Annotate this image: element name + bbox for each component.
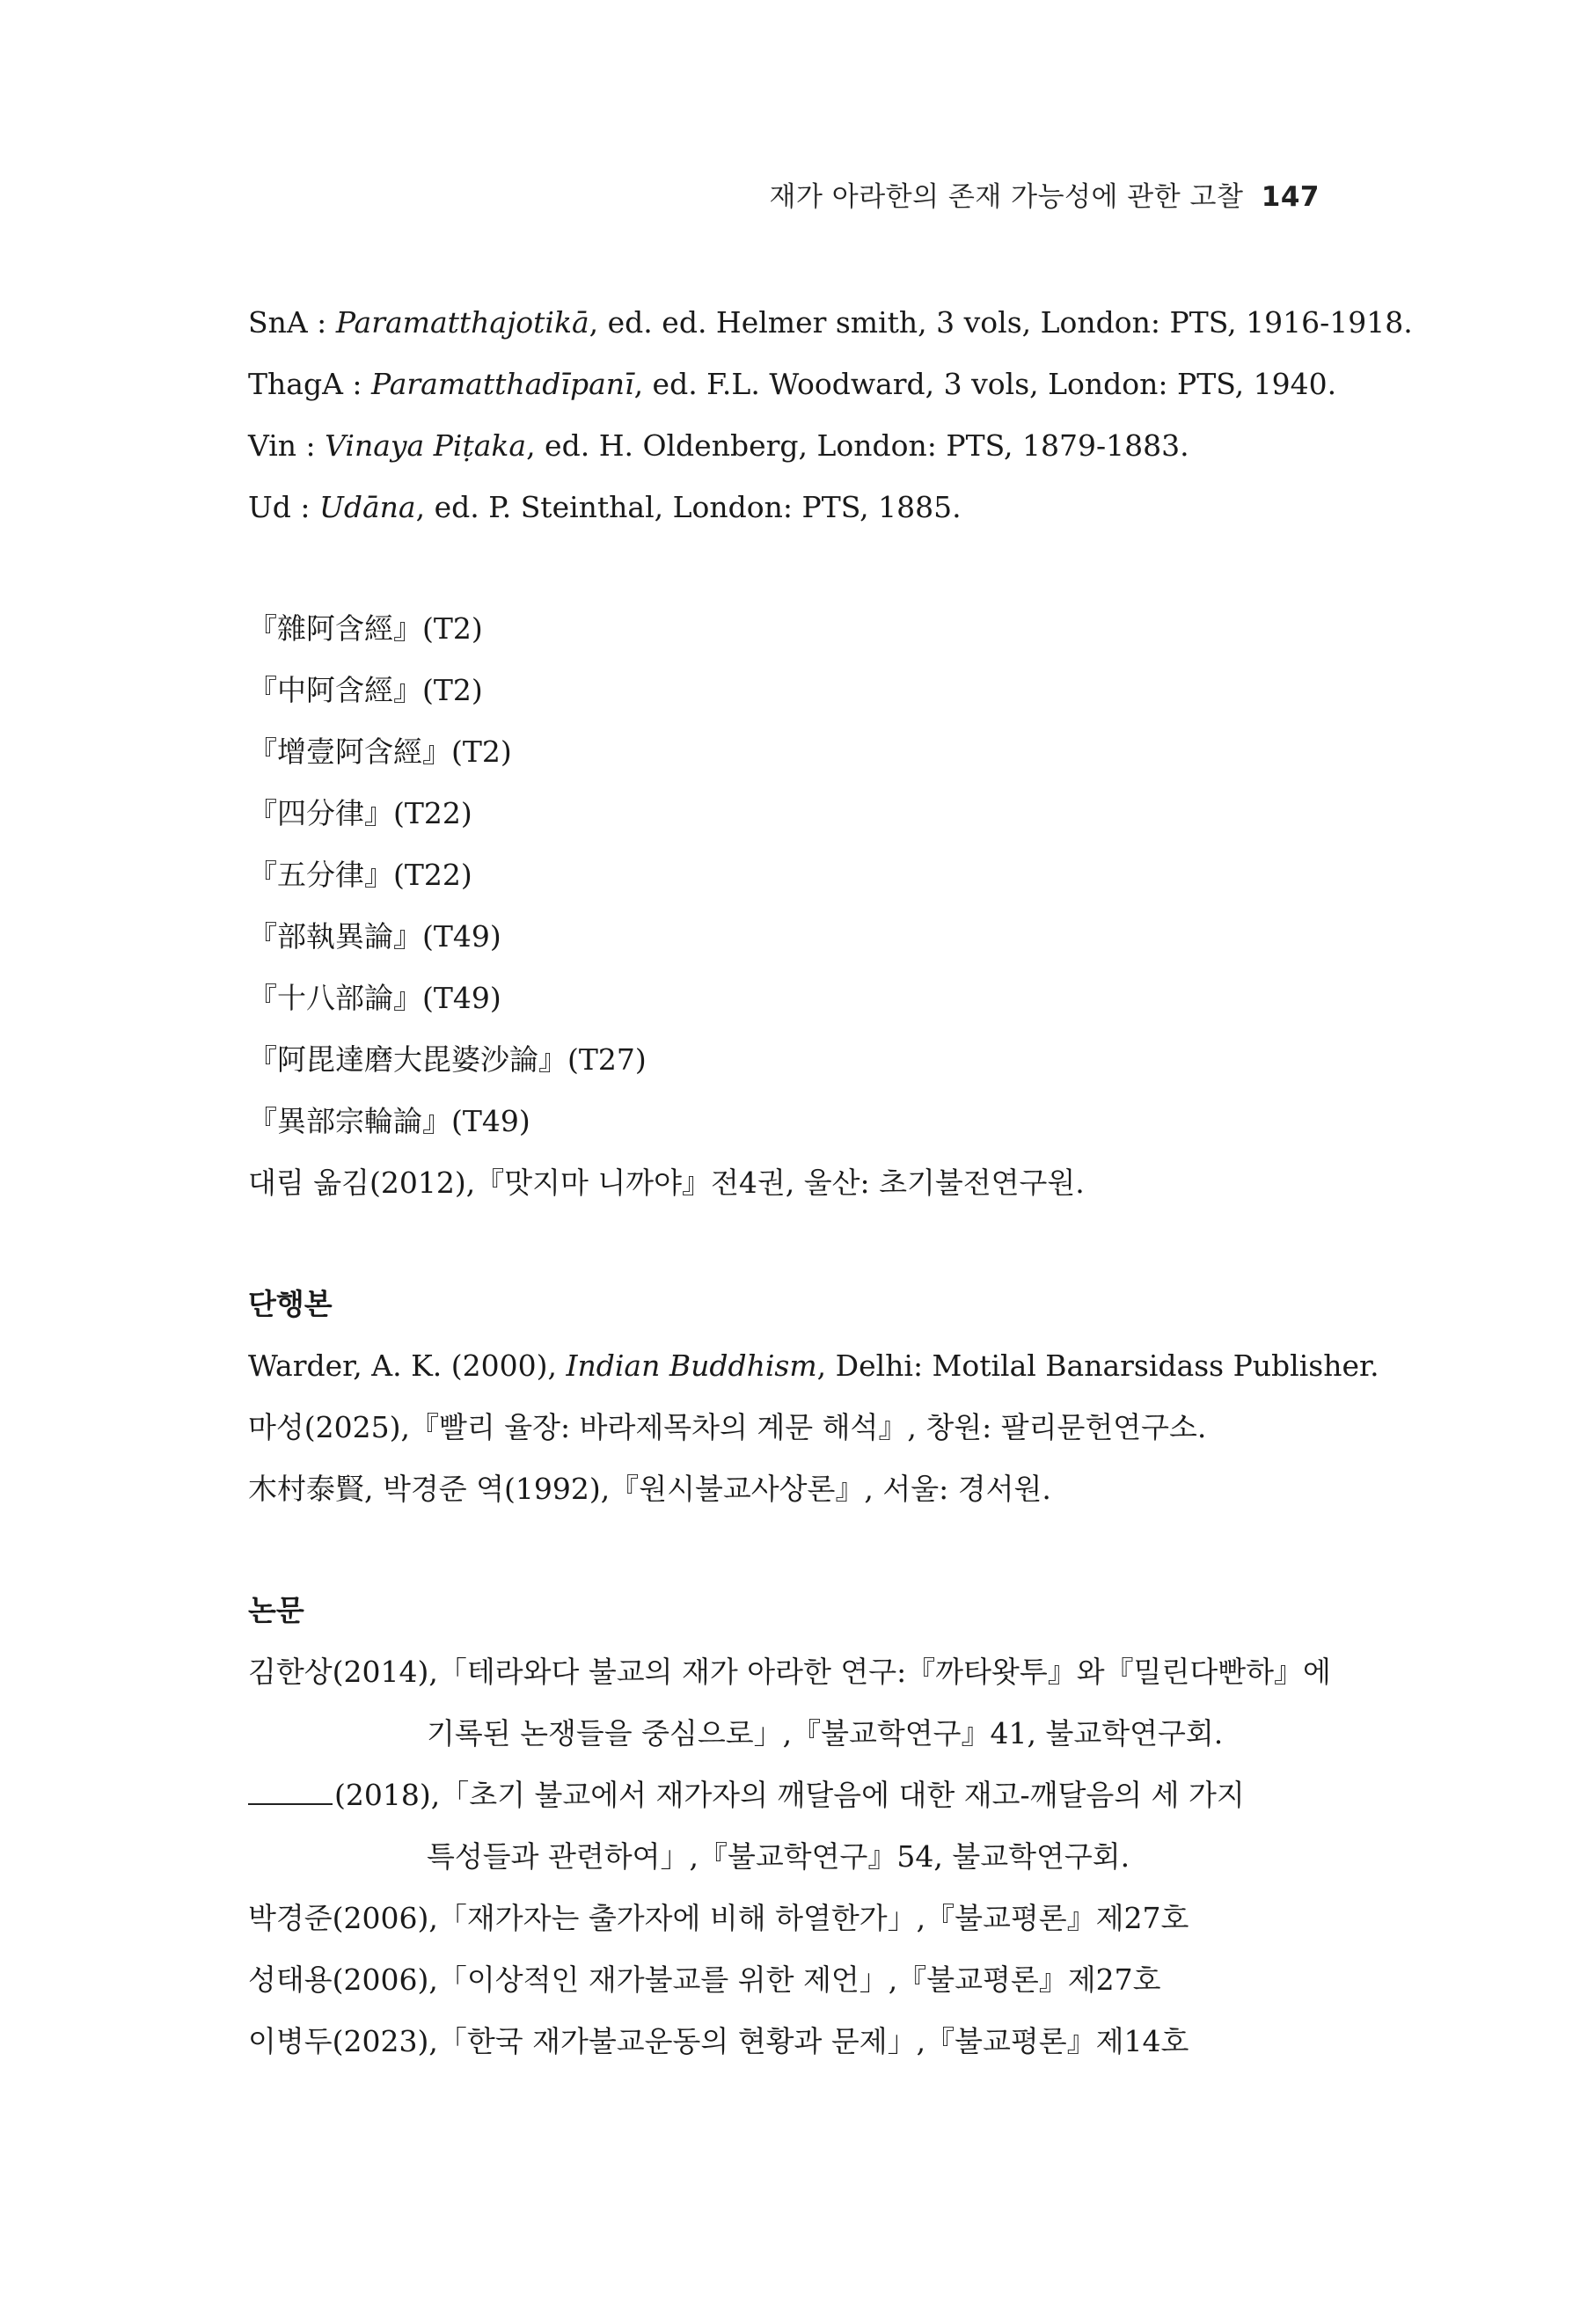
reference-text: (2018),「초기 불교에서 재가자의 깨달음에 대한 재고-깨달음의 세 가지 (334, 1778, 1245, 1812)
chinese-sources (248, 598, 1321, 1214)
reference-entry: 木村泰賢, 박경준 역(1992),『원시불교사상론』, 서울: 경서원. (248, 1472, 1051, 1506)
reference-details: , ed. ed. Helmer smith, 3 vols, London: PTS, 1916-1918. (589, 305, 1413, 340)
reference-entry: 성태용(2006),「이상적인 재가불교를 위한 제언」,『불교평론』제27호 (248, 1962, 1161, 1997)
reference-details: , ed. F.L. Woodward, 3 vols, London: PTS, 1940. (633, 367, 1337, 401)
reference-entry: 『中阿含經』(T2) (248, 673, 483, 707)
reference-entry (248, 292, 1413, 354)
reference-entry: 마성(2025),『빨리 율장: 바라제목차의 계문 해석』, 창원: 팔리문헌연구소. (248, 1410, 1207, 1444)
reference-entry: 『雜阿含經』(T2) (248, 611, 483, 646)
primary-sources (248, 292, 1413, 538)
work-title: Vinaya Piṭaka (325, 428, 527, 463)
reference-entry: 『部執異論』(T49) (248, 919, 501, 954)
reference-entry: 대림 옮김(2012),『맛지마 니까야』전4권, 울산: 초기불전연구원. (248, 1166, 1085, 1200)
section-heading-books: 단행본 (248, 1287, 333, 1321)
page-number: 147 (1261, 181, 1320, 213)
reference-entry (248, 1765, 1321, 1826)
abbreviation: ThagA : (248, 367, 362, 401)
reference-entry (248, 477, 1321, 538)
repeated-author-rule (248, 1779, 333, 1805)
work-title: Udāna (319, 490, 416, 524)
reference-details: , ed. H. Oldenberg, London: PTS, 1879-1883. (526, 428, 1189, 463)
abbreviation: Vin : (248, 428, 316, 463)
work-title: Paramatthadīpanī (371, 367, 634, 401)
books-section (248, 1274, 1379, 1520)
reference-author: Warder, A. K. (2000), (248, 1348, 567, 1383)
reference-entry (248, 1335, 1379, 1397)
reference-details: , ed. P. Steinthal, London: PTS, 1885. (415, 490, 962, 524)
work-title: Indian Buddhism (566, 1348, 817, 1383)
papers-section (248, 1580, 1331, 2072)
reference-entry: 『五分律』(T22) (248, 858, 472, 892)
reference-entry: 김한상(2014),「테라와다 불교의 재가 아라한 연구:『까타왓투』와『밀린다빤하』에 (248, 1655, 1331, 1689)
abbreviation: SnA : (248, 305, 327, 340)
section-heading-papers: 논문 (248, 1593, 304, 1627)
abbreviation: Ud : (248, 490, 311, 524)
reference-entry: 『阿毘達磨大毘婆沙論』(T27) (248, 1042, 647, 1077)
running-title: 재가 아라한의 존재 가능성에 관한 고찰 (769, 181, 1244, 213)
reference-entry: 『十八部論』(T49) (248, 981, 501, 1015)
running-header (770, 174, 1320, 214)
reference-entry: 이병두(2023),「한국 재가불교운동의 현황과 문제」,『불교평론』제14호 (248, 2024, 1189, 2058)
reference-entry: 『增壹阿含經』(T2) (248, 734, 512, 769)
work-title: Paramatthajotikā (335, 305, 589, 340)
reference-continuation: 특성들과 관련하여」,『불교학연구』54, 불교학연구회. (427, 1839, 1130, 1874)
reference-entry (248, 415, 1321, 477)
reference-entry (248, 354, 1337, 415)
references (248, 292, 1413, 2072)
reference-entry: 『異部宗輪論』(T49) (248, 1104, 530, 1138)
reference-continuation: 기록된 논쟁들을 중심으로」,『불교학연구』41, 불교학연구회. (427, 1716, 1224, 1750)
reference-entry: 박경준(2006),「재가자는 출가자에 비해 하열한가」,『불교평론』제27호 (248, 1901, 1189, 1935)
reference-details: , Delhi: Motilal Banarsidass Publisher. (816, 1348, 1379, 1383)
reference-entry: 『四分律』(T22) (248, 796, 472, 830)
